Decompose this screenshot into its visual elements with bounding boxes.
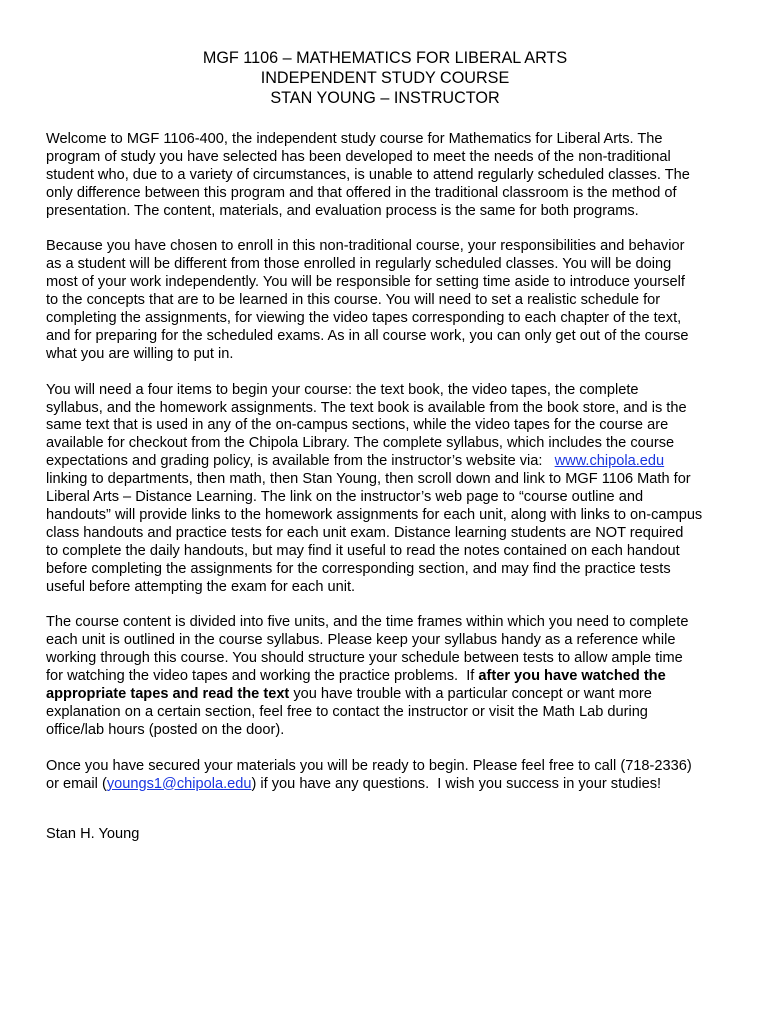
text-line: working through this course. You should structure your schedule between tests to allow ample time: [46, 650, 683, 667]
text-line: and for preparing for the scheduled exams. As in all course work, you can only get out of the course: [46, 327, 689, 344]
text-line: Liberal Arts – Distance Learning. The link on the instructor’s web page to “course outline and: [46, 489, 644, 506]
text-line-with-email: [46, 776, 746, 794]
text-segment: for watching the video tapes and working the practice problems. If: [46, 668, 479, 685]
text-line: same text that is used in any of the on-campus sections, while the video tapes for the course are: [46, 417, 669, 434]
text-line: Once you have secured your materials you will be ready to begin. Please feel free to call (718-2336): [46, 757, 692, 774]
text-segment: expectations and grading policy, is available from the instructor’s website via:: [46, 453, 555, 470]
text-line: Because you have chosen to enroll in this non-traditional course, your responsibilities and behavior: [46, 238, 685, 255]
document-body: [46, 131, 746, 811]
text-line: most of your work independently. You will be responsible for setting time aside to introduce yourself: [46, 274, 685, 291]
text-line: handouts” will provide links to the homework assignments for each unit, along with links to on-campus: [46, 507, 703, 523]
text-line: available for checkout from the Chipola Library. The complete syllabus, which includes the course: [46, 435, 675, 452]
text-line: You will need a four items to begin your course: the text book, the video tapes, the complete: [46, 381, 639, 398]
course-title: MGF 1106 – MATHEMATICS FOR LIBERAL ARTS: [202, 49, 568, 67]
text-line: each unit is outlined in the course syllabus. Please keep your syllabus handy as a reference while: [46, 632, 676, 649]
text-line: presentation. The content, materials, and evaluation process is the same for both programs.: [46, 202, 639, 219]
text-line: explanation on a certain section, feel free to contact the instructor or visit the Math Lab during: [46, 703, 648, 720]
text-segment: ) if you have any questions. I wish you success in your studies!: [251, 775, 662, 792]
materials-paragraph: [46, 382, 746, 597]
text-line: office/lab hours (posted on the door).: [46, 721, 285, 738]
text-line: student who, due to a variety of circumstances, is unable to attend regularly scheduled classes. The: [46, 166, 690, 183]
bold-instruction: after you have watched the: [478, 668, 666, 685]
course-content-paragraph: [46, 614, 746, 739]
text-line: only difference between this program and that offered in the traditional classroom is the method of: [46, 184, 677, 201]
bold-instruction: appropriate tapes and read the text: [46, 686, 290, 703]
text-line-with-link: [46, 453, 746, 471]
text-line: before completing the assignments for the corresponding section, and may find the practice tests: [46, 560, 671, 577]
text-line: to complete the daily handouts, but may find it useful to read the notes contained on each handout: [46, 542, 680, 559]
text-line: useful before attempting the exam for each unit.: [46, 578, 356, 595]
email-link[interactable]: youngs1@chipola.edu: [106, 775, 252, 792]
course-type: INDEPENDENT STUDY COURSE: [260, 69, 510, 87]
text-line: class handouts and practice tests for each unit exam. Distance learning students are NOT required: [46, 524, 684, 541]
text-line: [46, 668, 746, 686]
instructor-line: STAN YOUNG – INSTRUCTOR: [270, 89, 500, 107]
text-line: syllabus, and the homework assignments. The text book is available from the book store, and is the: [46, 399, 687, 416]
signature: Stan H. Young: [46, 826, 140, 842]
text-segment: or email (: [46, 775, 107, 792]
text-line: The course content is divided into five units, and the time frames within which you need to complete: [46, 614, 689, 631]
closing-paragraph: [46, 758, 746, 794]
text-line: as a student will be different from those enrolled in regularly scheduled classes. You will be doing: [46, 256, 672, 273]
text-line: program of study you have selected has been developed to meet the needs of the non-traditional: [46, 148, 671, 165]
text-line: [46, 686, 746, 704]
text-segment: you have trouble with a particular concept or want more: [289, 686, 652, 703]
text-line: to the concepts that are to be learned in this course. You will need to set a realistic schedule for: [46, 292, 661, 309]
document-header: [0, 48, 770, 108]
welcome-paragraph: [46, 131, 746, 221]
text-line: what you are willing to put in.: [46, 345, 234, 362]
text-line: completing the assignments, for viewing the video tapes corresponding to each chapter of the text,: [46, 310, 682, 327]
website-link[interactable]: www.chipola.edu: [554, 453, 665, 470]
text-line: Welcome to MGF 1106-400, the independent study course for Mathematics for Liberal Arts. The: [46, 131, 663, 147]
text-line: linking to departments, then math, then Stan Young, then scroll down and link to MGF 1106 Math for: [46, 471, 691, 488]
responsibilities-paragraph: [46, 238, 746, 363]
